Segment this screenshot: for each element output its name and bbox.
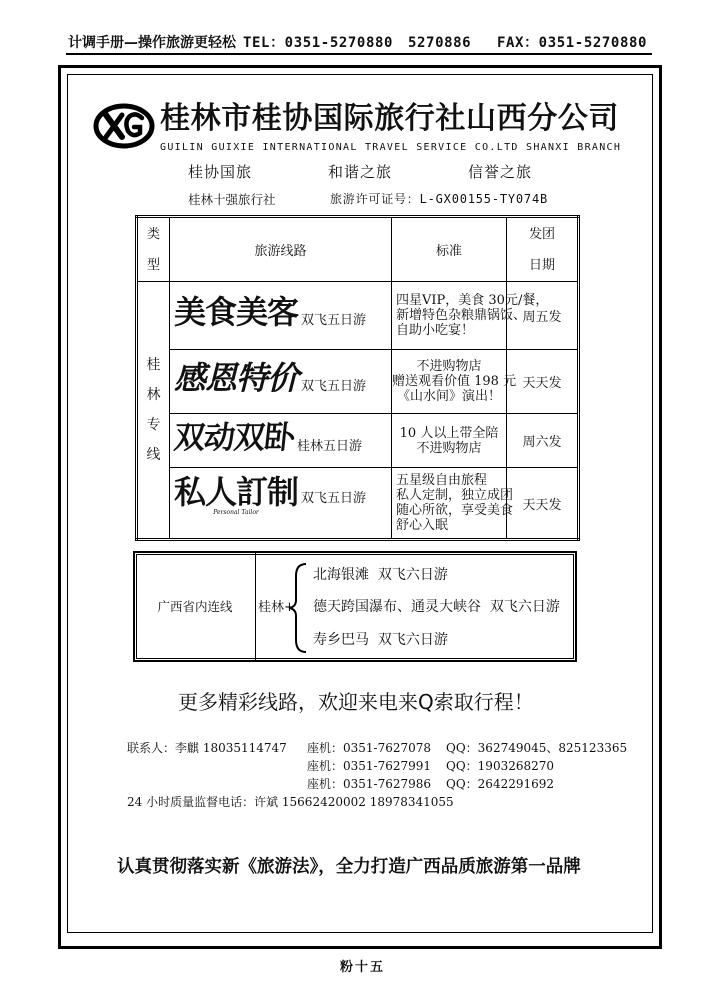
header-fax: FAX：0351-5270880 — [497, 35, 648, 51]
table-header-row — [137, 217, 579, 282]
standard-line: 赠送观看价值 198 元 — [392, 374, 517, 389]
standard-cell — [392, 468, 514, 540]
table-row — [137, 414, 579, 468]
province-route-3: 寿乡巴马 双飞六日游 — [313, 632, 448, 648]
departure-cell: 天天发 — [507, 468, 579, 540]
contact-qq: QQ：2642291692 — [446, 777, 555, 791]
contact-person: 联系人：李麒 18035114747 — [127, 741, 287, 755]
header-departure-line-1: 发团 — [528, 226, 555, 242]
company-logo — [92, 101, 156, 151]
call-to-action: 更多精彩线路，欢迎来电来Q索取行程！ — [178, 690, 534, 714]
province-route-2: 德天跨国瀑布、通灵大峡谷 双飞六日游 — [313, 599, 560, 615]
province-route-1: 北海银滩 双飞六日游 — [313, 567, 448, 583]
header-type-line-1: 类 — [146, 226, 160, 242]
departure-cell: 天天发 — [507, 350, 579, 414]
route-cell — [170, 468, 392, 540]
header-departure-line-2: 日期 — [528, 257, 555, 273]
departure-cell: 周五发 — [507, 282, 579, 350]
slogan-1: 桂协国旅 — [188, 163, 253, 181]
contact-qq: QQ：362749045、825123365 — [446, 741, 628, 755]
route-tour: 双飞五日游 — [301, 312, 367, 328]
header-route: 旅游线路 — [170, 217, 392, 282]
standard-line: 四星VIP，美食 30元/餐， — [396, 293, 549, 308]
brand-slogan: 认真贯彻落实新《旅游法》，全力打造广西品质旅游第一品牌 — [117, 857, 581, 877]
header-departure — [507, 217, 579, 282]
route-title-graphic: 私人訂制 — [174, 472, 299, 511]
route-tour: 双飞五日游 — [301, 378, 367, 394]
header-title: 计调手册—操作旅游更轻松 — [68, 35, 236, 51]
route-title-graphic: 感恩特价 — [174, 358, 299, 397]
header-tel: TEL：0351-5270880 — [243, 35, 394, 51]
standard-line: 不进购物店 — [416, 440, 482, 456]
route-title-graphic: 双动双卧 — [172, 420, 296, 456]
route-title-graphic: 美食美客 — [174, 292, 299, 331]
standard-line: 五星级自由旅程 — [396, 473, 488, 488]
route-title-graphic-group — [174, 472, 299, 516]
standard-line: 《山水间》演出！ — [396, 389, 501, 404]
brace-icon — [287, 562, 309, 654]
award-text: 桂林十强旅行社 — [188, 192, 276, 207]
standard-line: 自助小吃宴！ — [396, 323, 475, 338]
license-number: 旅游许可证号：L-GX00155-TY074B — [330, 192, 548, 206]
table-row — [137, 468, 579, 540]
header-type-line-2: 型 — [146, 257, 160, 273]
header-underline — [66, 53, 652, 55]
standard-cell — [392, 414, 507, 468]
route-title-subtitle: Personal Tailor — [213, 508, 259, 516]
standard-line: 新增特色杂粮鼎锅饭、 — [396, 308, 527, 323]
standard-line: 随心所欲，享受美食 — [396, 503, 514, 518]
province-box-divider — [255, 553, 256, 660]
page-number: 粉十五 — [340, 960, 386, 975]
slogan-3: 信誉之旅 — [468, 163, 533, 181]
company-name-cn: 桂林市桂协国际旅行社山西分公司 — [160, 101, 619, 136]
departure-cell: 周六发 — [507, 414, 579, 468]
standard-line: 10 人以上带全陪 — [399, 425, 499, 441]
header-standard: 标准 — [392, 217, 507, 282]
supervision-hotline: 24 小时质量监督电话：许斌 15662420002 18978341055 — [127, 795, 454, 809]
routes-table — [135, 215, 580, 541]
category-cell — [137, 282, 170, 540]
standard-line: 不进购物店 — [416, 359, 482, 374]
standard-line: 舒心入眠 — [396, 518, 449, 533]
route-tour: 桂林五日游 — [297, 439, 363, 454]
route-cell — [170, 350, 392, 414]
header-tel-2: 5270886 — [408, 35, 472, 51]
contact-qq: QQ：1903268270 — [446, 759, 555, 773]
province-routes-label: 广西省内连线 — [157, 599, 233, 614]
contact-tel: 座机：0351-7627991 — [307, 759, 432, 773]
company-name-en: GUILIN GUIXIE INTERNATIONAL TRAVEL SERVICE CO.LTD SHANXI BRANCH — [160, 142, 622, 153]
standard-line: 私人定制，独立成团 — [396, 488, 514, 503]
route-cell — [170, 282, 392, 350]
province-routes-prefix: 桂林+ — [258, 600, 295, 615]
contact-tel: 座机：0351-7627986 — [307, 777, 432, 791]
slogan-2: 和谐之旅 — [328, 163, 393, 181]
table-row — [137, 282, 579, 350]
category-label: 桂林专线 — [146, 357, 161, 463]
table-row — [137, 350, 579, 414]
header-type — [137, 217, 170, 282]
contact-tel: 座机：0351-7627078 — [307, 741, 432, 755]
route-tour: 双飞五日游 — [301, 490, 367, 506]
standard-cell — [392, 350, 517, 414]
route-cell — [170, 414, 392, 468]
